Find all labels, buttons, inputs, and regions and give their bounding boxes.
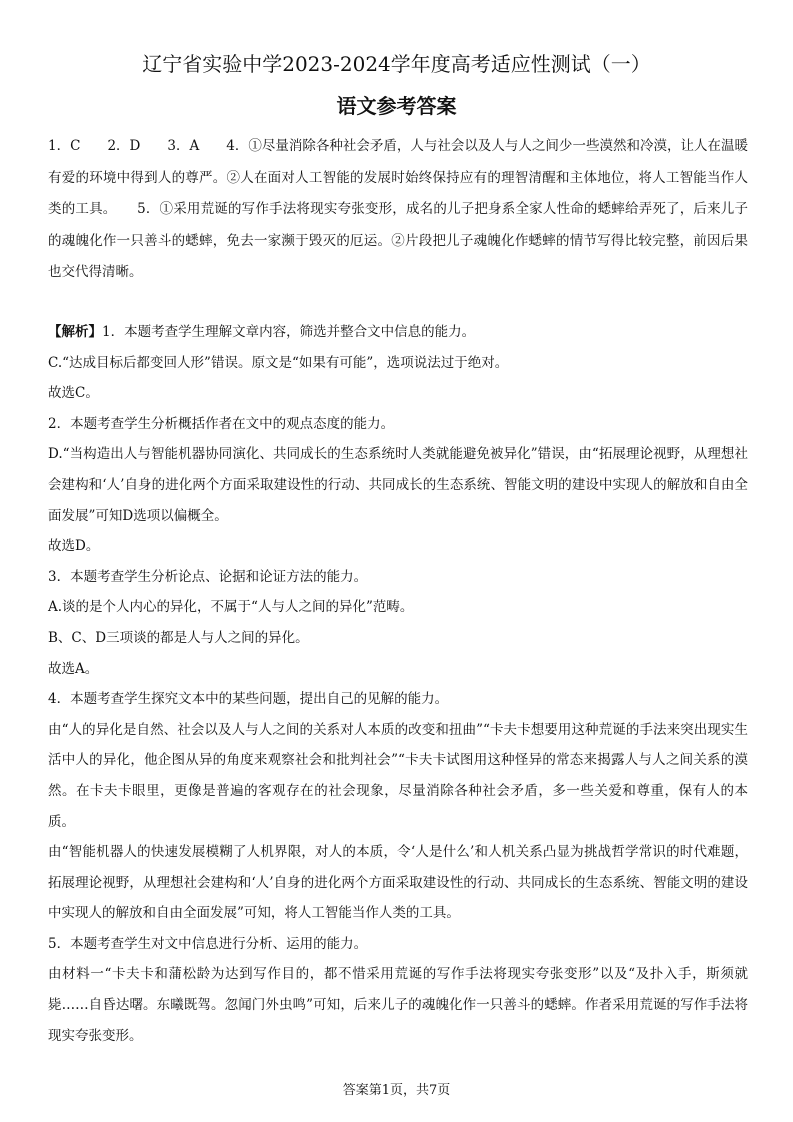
analysis-paragraph: B、C、D三项谈的都是人与人之间的异化。 [48, 629, 309, 646]
analysis-paragraph: 2．本题考查学生分析概括作者在文中的观点态度的能力。 [48, 415, 395, 432]
analysis-paragraph [48, 317, 748, 348]
analysis-paragraph: 4．本题考查学生探究文本中的某些问题，提出自己的见解的能力。 [48, 691, 449, 708]
analysis-paragraph: 3．本题考查学生分析论点、论据和论证方法的能力。 [48, 568, 368, 585]
analysis-paragraph-text: 1．本题考查学生理解文章内容，筛选并整合文中信息的能力。 [102, 324, 476, 340]
analysis-section [48, 317, 748, 1051]
page-subtitle: 语文参考答案 [336, 94, 457, 118]
analysis-paragraph: A.谈的是个人内心的异化，不属于“人与人之间的异化”范畴。 [48, 599, 414, 616]
analysis-paragraph: 由“智能机器人的快速发展模糊了人机界限，对人的本质，令‘人是什么’和人机关系凸显为挑战哲学常识的时代难题，拓展理论视野，从理想社会建构和‘人’自身的进化两个方面采取建设性的行动、共同成长的生态系统、智能文明的建设中实现人的解放和自由全面发展”可知，将人工智能当作人类的工具。 [48, 844, 748, 922]
analysis-paragraph: 5．本题考查学生对文中信息进行分析、运用的能力。 [48, 935, 368, 952]
analysis-paragraph: C.“达成目标后都变回人形”错误。原文是“如果有可能”，选项说法过于绝对。 [48, 354, 509, 371]
analysis-paragraph: 由“人的异化是自然、社会以及人与人之间的关系对人本质的改变和扭曲”“卡夫卡想要用这种荒诞的手法来突出现实生活中人的异化，他企图从异的角度来观察社会和批判社会”“卡夫卡试图用这种怪异的常态来揭露人与人之间关系的漠然。在卡夫卡眼里，更像是普遍的客观存在的社会现象，尽量消除各种社会矛盾，多一些关爱和尊重，保有人的本质。 [48, 721, 748, 830]
page-footer: 答案第1页，共7页 [342, 1083, 451, 1098]
analysis-paragraph: 由材料一“卡夫卡和蒲松龄为达到写作目的，都不惜采用荒诞的写作手法将现实夸张变形”以及“及扑入手，斯须就毙……自昏达曙。东曦既驾。忽闻门外虫鸣”可知，后来儿子的魂魄化作一只善斗的蟋蟀。作者采用荒诞的写作手法将现实夸张变形。 [48, 966, 748, 1044]
analysis-paragraph: 故选D。 [48, 538, 100, 555]
page-title: 辽宁省实验中学2023-2024学年度高考适应性测试（一） [142, 52, 651, 76]
analysis-paragraph: 故选C。 [48, 385, 99, 402]
answer-key: 1．C 2．D 3．A 4．①尽量消除各种社会矛盾，人与社会以及人与人之间少一些漠然和冷漠，让人在温暖有爱的环境中得到人的尊严。②人在面对人工智能的发展时始终保持应有的理智清醒和主体地位，将人工智能当作人类的工具。 5．①采用荒诞的写作手法将现实夸张变形，成名的儿子把身系全家人性命的蟋蟀给弄死了，后来儿子的魂魄化作一只善斗的蟋蟀，免去一家濒于毁灭的厄运。②片段把儿子魂魄化作蟋蟀的情节写得比较完整，前因后果也交代得清晰。 [48, 138, 748, 280]
analysis-tag: 【解析】 [48, 324, 102, 340]
analysis-paragraph: 故选A。 [48, 660, 99, 677]
analysis-paragraph: D.“当构造出人与智能机器协同演化、共同成长的生态系统时人类就能避免被异化”错误，由“拓展理论视野，从理想社会建构和‘人’自身的进化两个方面采取建设性的行动、共同成长的生态系统、智能文明的建设中实现人的解放和自由全面发展”可知D选项以偏概全。 [48, 446, 748, 524]
